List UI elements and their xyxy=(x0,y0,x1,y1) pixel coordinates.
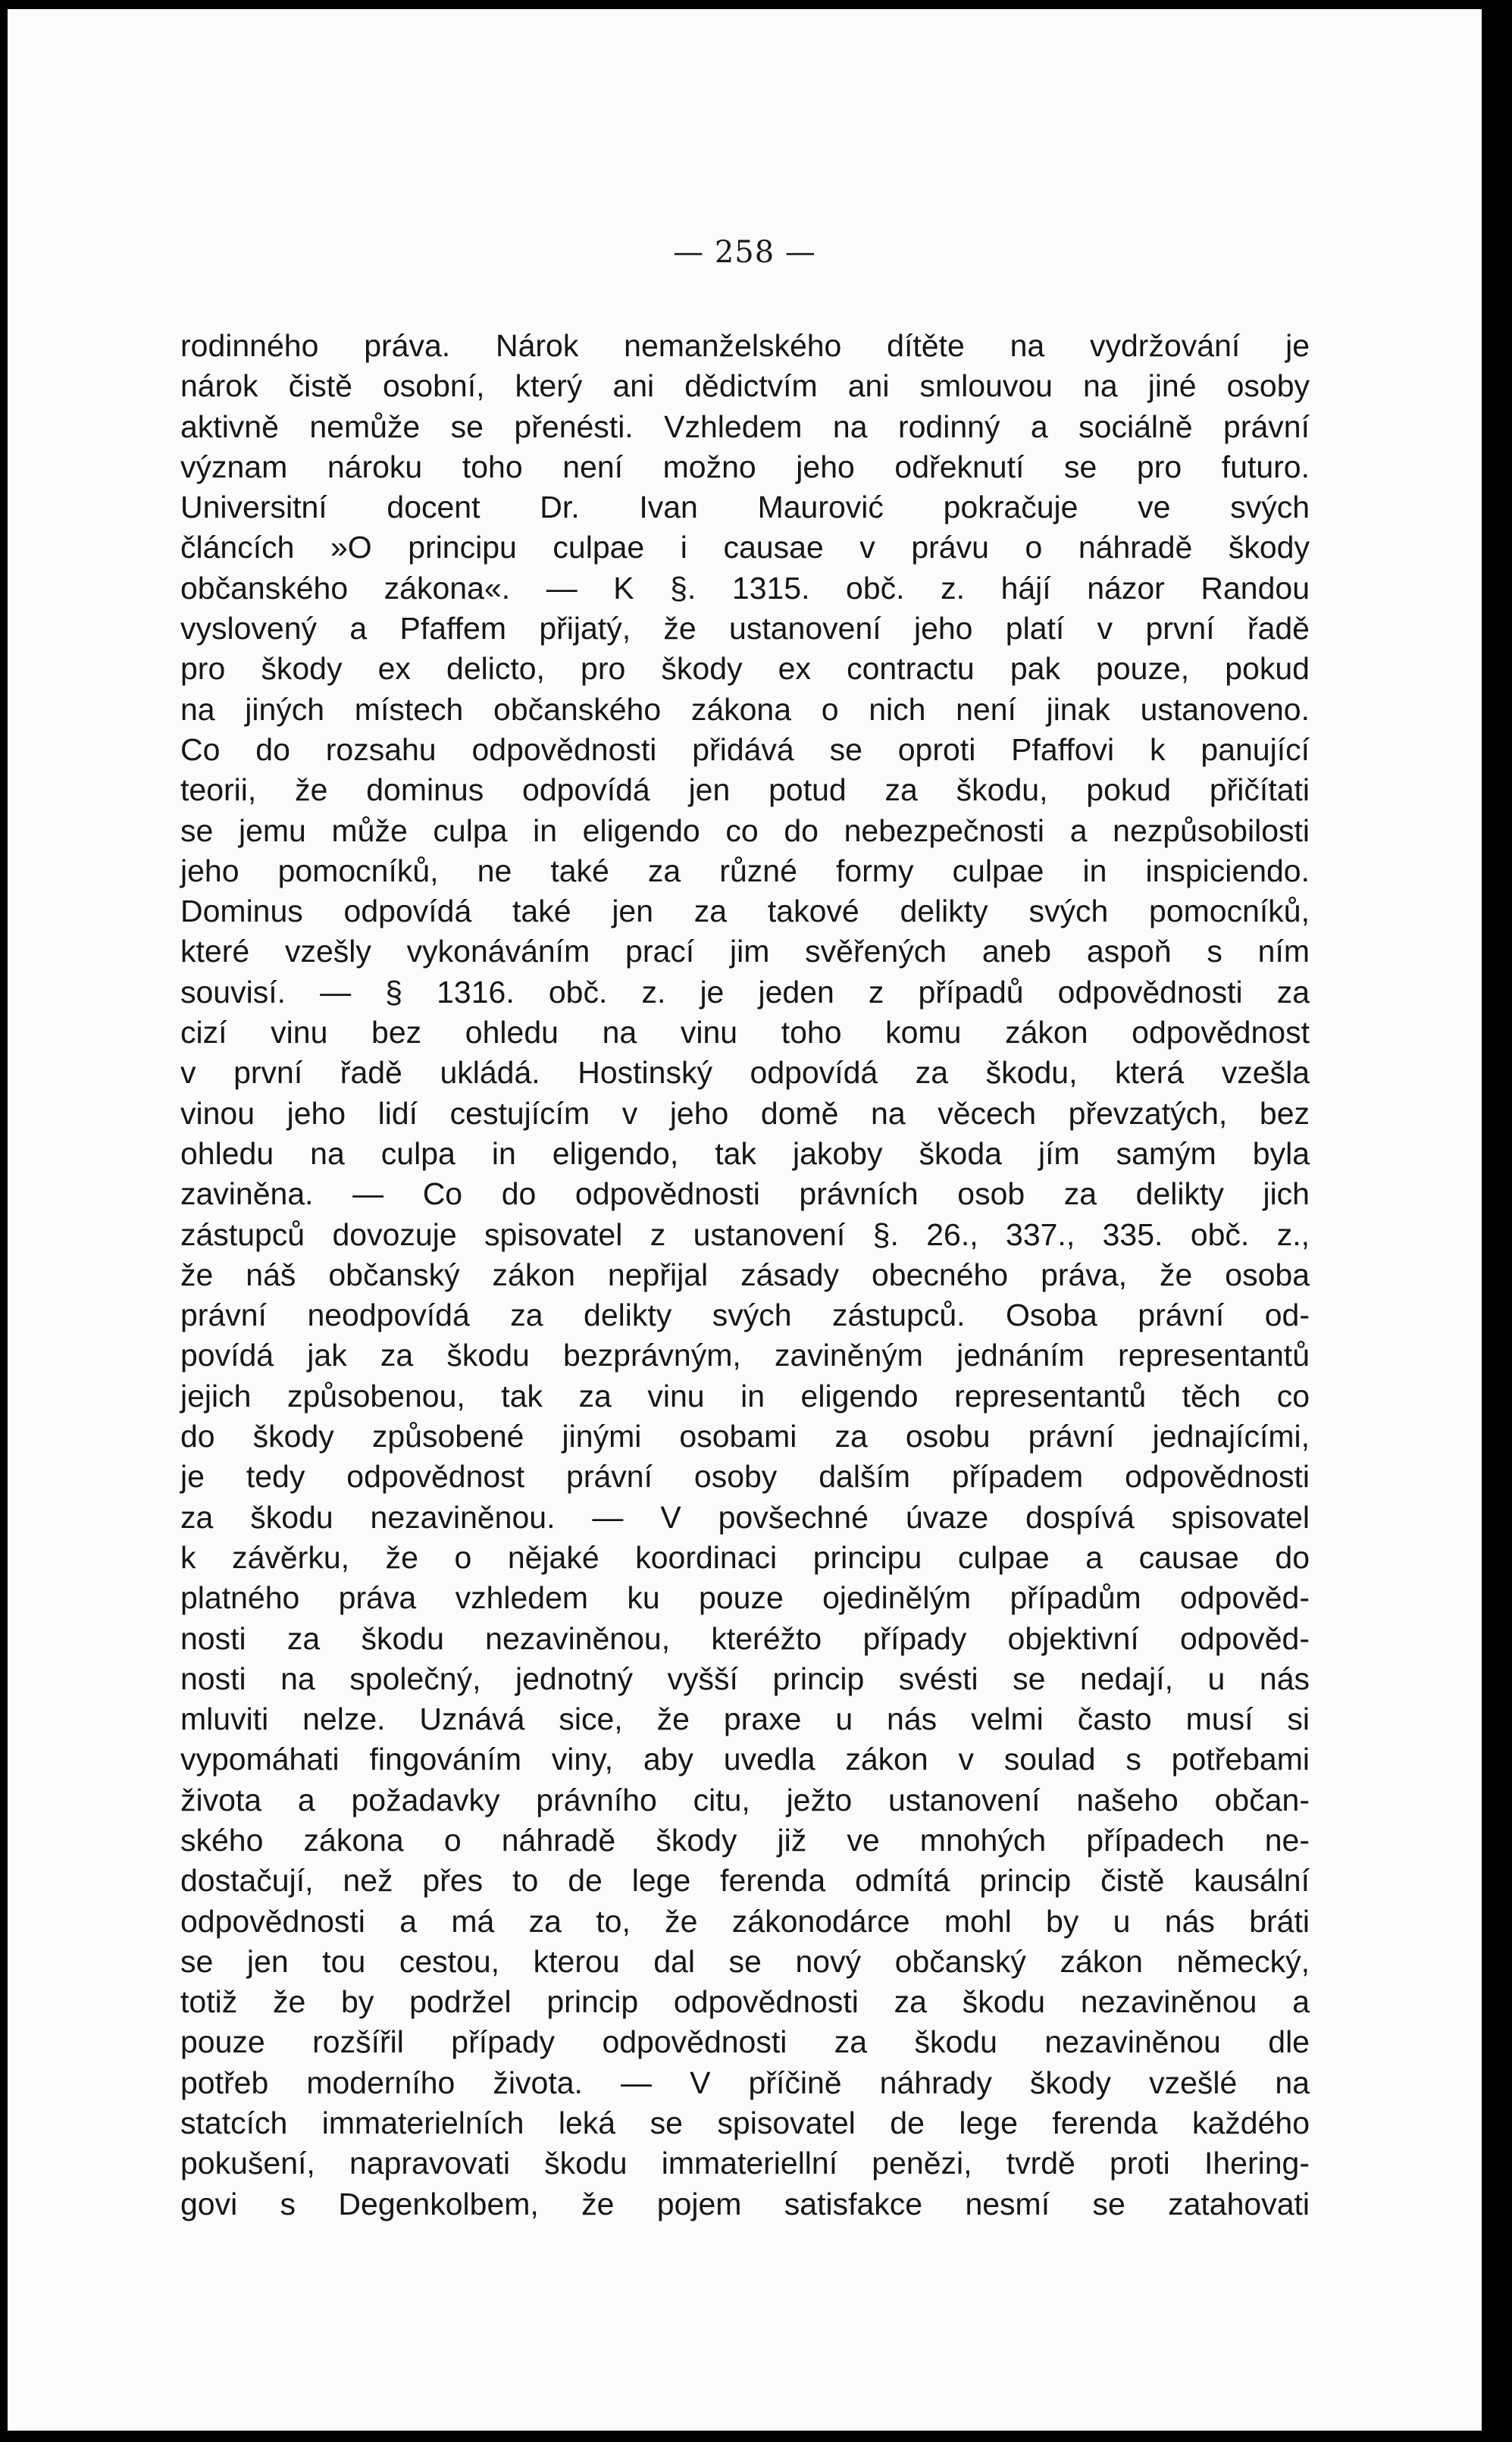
text-line: Dominus odpovídá také jen za takové delikty svých pomocníků, xyxy=(180,894,1310,929)
text-line: je tedy odpovědnost právní osoby dalším případem odpovědnosti xyxy=(180,1459,1310,1495)
text-line: za škodu nezaviněnou. — V povšechné úvaze dospívá spisovatel xyxy=(180,1499,1310,1535)
text-line: pokušení, napravovati škodu immateriellní penězi, tvrdě proti Ihering- xyxy=(180,2146,1310,2181)
text-line: zástupců dovozuje spisovatel z ustanovení §. 26., 337., 335. obč. z., xyxy=(180,1216,1310,1252)
text-line: vypomáhati fingováním viny, aby uvedla zákon v soulad s potřebami xyxy=(180,1742,1310,1777)
body-text xyxy=(180,326,1310,2224)
text-line: nosti za škodu nezaviněnou, kteréžto případy objektivní odpověd- xyxy=(180,1620,1310,1656)
text-line: že náš občanský zákon nepřijal zásady obecného práva, že osoba xyxy=(180,1257,1310,1292)
text-line: totiž že by podržel princip odpovědnosti za škodu nezaviněnou a xyxy=(180,1984,1310,2020)
text-line: pouze rozšířil případy odpovědnosti za škodu nezaviněnou dle xyxy=(180,2024,1310,2060)
text-line: právní neodpovídá za delikty svých zástupců. Osoba právní od- xyxy=(180,1298,1310,1333)
text-line: článcích »O principu culpae i causae v právu o náhradě škody xyxy=(180,530,1310,565)
text-line: které vzešly vykonáváním prací jim svěřených aneb aspoň s ním xyxy=(180,934,1310,969)
text-line: se jen tou cestou, kterou dal se nový občanský zákon německý, xyxy=(180,1943,1310,1979)
page-number: — 258 — xyxy=(673,235,816,270)
text-line: občanského zákona«. — K §. 1315. obč. z. hájí názor Randou xyxy=(180,570,1310,606)
text-line: souvisí. — § 1316. obč. z. je jeden z případů odpovědnosti za xyxy=(180,974,1310,1010)
text-line: vinou jeho lidí cestujícím v jeho domě na věcech převzatých, bez xyxy=(180,1095,1310,1131)
text-line: k závěrku, že o nějaké koordinaci principu culpae a causae do xyxy=(180,1539,1310,1575)
text-line: cizí vinu bez ohledu na vinu toho komu zákon odpovědnost xyxy=(180,1015,1310,1050)
text-line: potřeb moderního života. — V příčině náhrady škody vzešlé na xyxy=(180,2065,1310,2100)
text-line: v první řadě ukládá. Hostinský odpovídá za škodu, která vzešla xyxy=(180,1055,1310,1091)
text-line: na jiných místech občanského zákona o nich není jinak ustanoveno. xyxy=(180,691,1310,727)
text-line: jejich způsobenou, tak za vinu in eligendo representantů těch co xyxy=(180,1378,1310,1414)
text-line: se jemu může culpa in eligendo co do nebezpečnosti a nezpůsobilosti xyxy=(180,812,1310,848)
text-line: dostačují, než přes to de lege ferenda odmítá princip čistě kausální xyxy=(180,1863,1310,1899)
text-line: aktivně nemůže se přenésti. Vzhledem na rodinný a sociálně právní xyxy=(180,409,1310,444)
text-line: odpovědnosti a má za to, že zákonodárce mohl by u nás bráti xyxy=(180,1903,1310,1939)
text-line: života a požadavky právního citu, ježto ustanovení našeho občan- xyxy=(180,1782,1310,1817)
text-line: govi s Degenkolbem, že pojem satisfakce nesmí se zatahovati xyxy=(180,2186,1310,2221)
text-line: teorii, že dominus odpovídá jen potud za škodu, pokud přičítati xyxy=(180,772,1310,808)
text-line: ského zákona o náhradě škody již ve mnohých případech ne- xyxy=(180,1822,1310,1858)
text-line: povídá jak za škodu bezprávným, zaviněným jednáním representantů xyxy=(180,1338,1310,1373)
text-line: nárok čistě osobní, který ani dědictvím ani smlouvou na jiné osoby xyxy=(180,368,1310,404)
text-line: Universitní docent Dr. Ivan Maurović pokračuje ve svých xyxy=(180,490,1310,525)
text-line: rodinného práva. Nárok nemanželského dítěte na vydržování je xyxy=(180,328,1310,363)
text-line: do škody způsobené jinými osobami za osobu právní jednajícími, xyxy=(180,1419,1310,1454)
book-page xyxy=(8,9,1482,2431)
text-line: pro škody ex delicto, pro škody ex contractu pak pouze, pokud xyxy=(180,651,1310,687)
text-line: mluviti nelze. Uznává sice, že praxe u nás velmi často musí si xyxy=(180,1702,1310,1737)
text-line: Co do rozsahu odpovědnosti přidává se oproti Pfaffovi k panující xyxy=(180,731,1310,767)
text-line: nosti na společný, jednotný vyšší princip svésti se nedají, u nás xyxy=(180,1661,1310,1696)
text-line: statcích immaterielních leká se spisovatel de lege ferenda každého xyxy=(180,2105,1310,2141)
scan-border xyxy=(1482,0,1512,2442)
text-line: platného práva vzhledem ku pouze ojedinělým případům odpověd- xyxy=(180,1580,1310,1616)
text-line: ohledu na culpa in eligendo, tak jakoby škoda jím samým byla xyxy=(180,1135,1310,1171)
text-line: jeho pomocníků, ne také za různé formy culpae in inspiciendo. xyxy=(180,853,1310,888)
text-line: význam nároku toho není možno jeho odřeknutí se pro futuro. xyxy=(180,449,1310,484)
text-line: vyslovený a Pfaffem přijatý, že ustanovení jeho platí v první řadě xyxy=(180,611,1310,647)
text-line: zaviněna. — Co do odpovědnosti právních osob za delikty jich xyxy=(180,1176,1310,1212)
